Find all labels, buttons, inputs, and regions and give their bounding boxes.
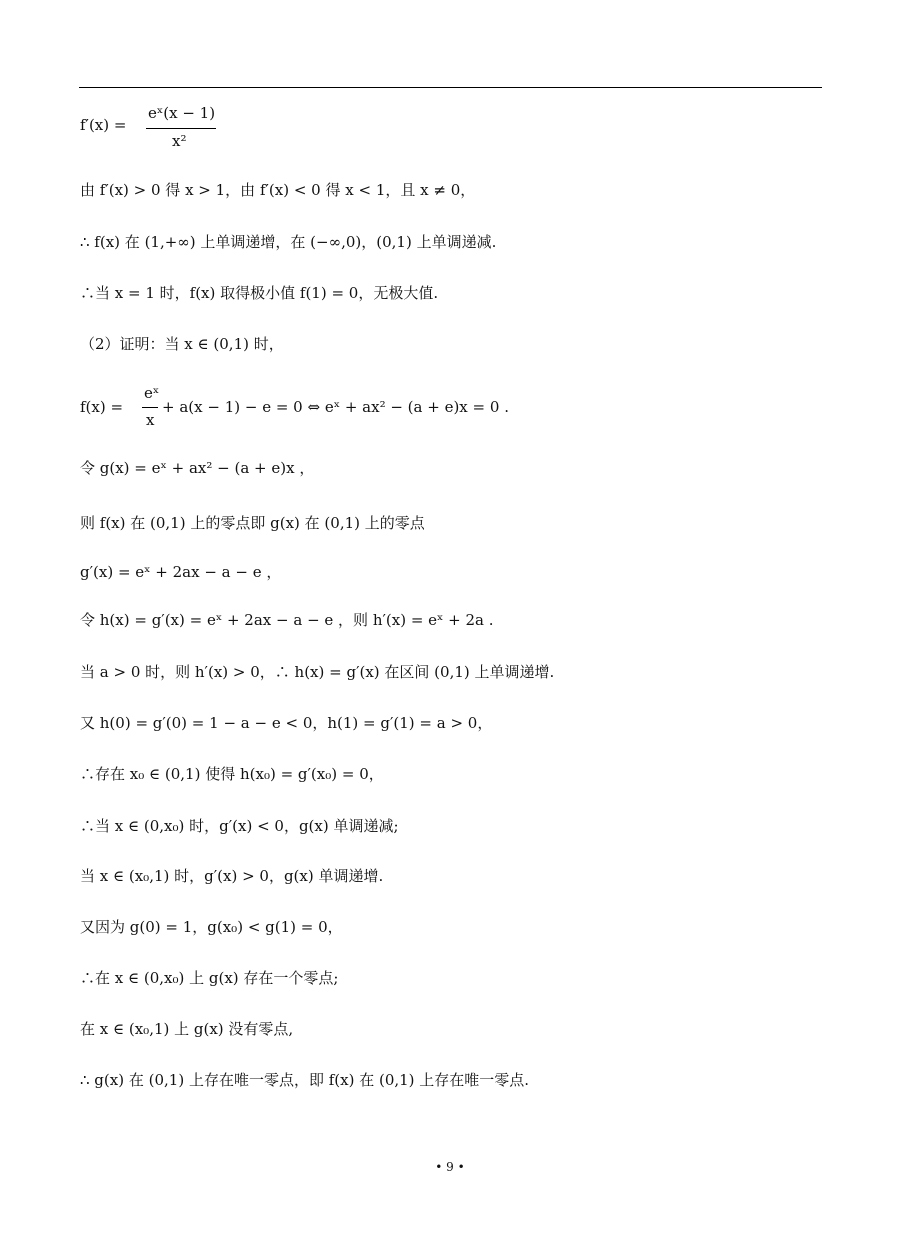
equation-rhs: + a(x − 1) − e = 0 ⇔ eˣ + ax² − (a + e)x = 0 .: [162, 398, 509, 416]
text-line: 当 a > 0 时，则 h′(x) > 0，∴ h(x) = g′(x) 在区间 (0,1) 上单调递增.: [80, 663, 555, 681]
text-line: ∴ f(x) 在 (1,+∞) 上单调递增，在 (−∞,0)，(0,1) 上单调递减.: [80, 233, 497, 251]
text-line: 令 h(x) = g′(x) = eˣ + 2ax − a − e ，则 h′(x) = eˣ + 2a .: [80, 611, 494, 629]
fraction-bar: [146, 128, 216, 129]
fraction-denominator: x²: [172, 132, 187, 150]
text-line: 又因为 g(0) = 1，g(x₀) < g(1) = 0，: [80, 918, 343, 936]
page-number: • 9 •: [435, 1160, 465, 1174]
header-rule: [79, 87, 822, 88]
text-line: 由 f′(x) > 0 得 x > 1，由 f′(x) < 0 得 x < 1，且 x ≠ 0，: [80, 181, 476, 199]
equation-lhs: f′(x) =: [80, 116, 127, 134]
fraction-denominator: x: [146, 411, 155, 429]
fraction-bar: [142, 407, 158, 408]
equation-lhs: f(x) =: [80, 398, 124, 416]
text-line: 则 f(x) 在 (0,1) 上的零点即 g(x) 在 (0,1) 上的零点: [80, 514, 425, 532]
text-line: ∴存在 x₀ ∈ (0,1) 使得 h(x₀) = g′(x₀) = 0，: [80, 765, 384, 783]
text-line: ∴当 x ∈ (0,x₀) 时，g′(x) < 0，g(x) 单调递减;: [80, 817, 399, 835]
text-line: 当 x ∈ (x₀,1) 时，g′(x) > 0，g(x) 单调递增.: [80, 867, 384, 885]
text-line: 在 x ∈ (x₀,1) 上 g(x) 没有零点,: [80, 1020, 294, 1038]
text-line: 令 g(x) = eˣ + ax² − (a + e)x ，: [80, 459, 315, 477]
fraction-numerator: eˣ(x − 1): [148, 104, 216, 122]
fraction-numerator: eˣ: [144, 384, 160, 402]
text-line: 又 h(0) = g′(0) = 1 − a − e < 0，h(1) = g′(1) = a > 0，: [80, 714, 493, 732]
text-line: （2）证明：当 x ∈ (0,1) 时，: [80, 335, 284, 353]
text-line: ∴在 x ∈ (0,x₀) 上 g(x) 存在一个零点;: [80, 969, 339, 987]
text-line: ∴ g(x) 在 (0,1) 上存在唯一零点，即 f(x) 在 (0,1) 上存在唯一零点.: [80, 1071, 530, 1089]
text-line: ∴当 x = 1 时，f(x) 取得极小值 f(1) = 0，无极大值.: [80, 284, 439, 302]
text-line: g′(x) = eˣ + 2ax − a − e ，: [80, 563, 282, 581]
